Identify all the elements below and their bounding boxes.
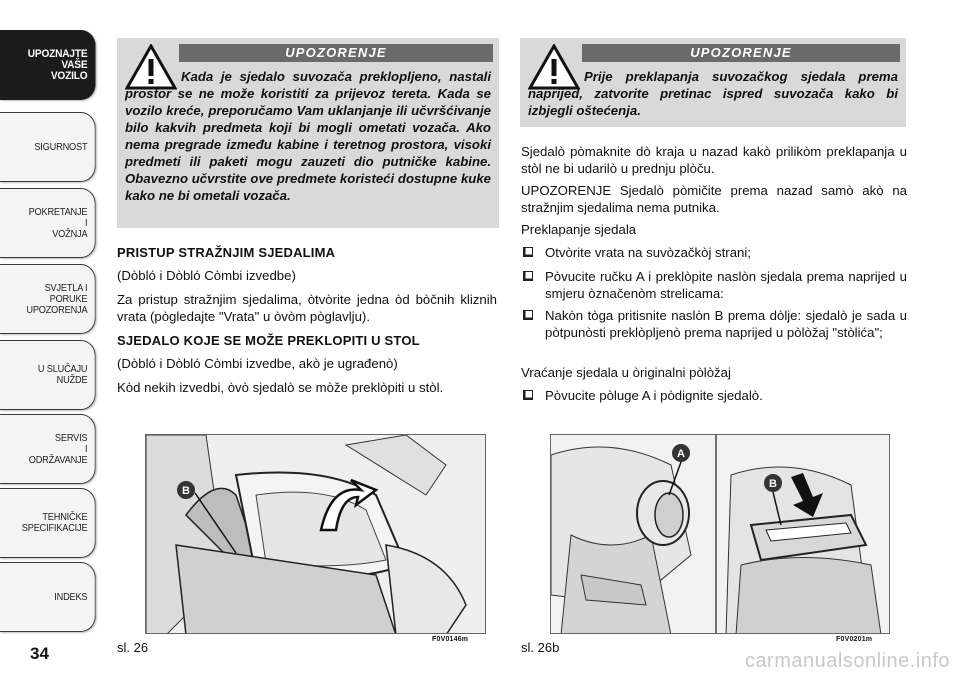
paragraph: Za pristup stražnjim sjedalima, òtvòrite jedna òd bòčnih kliznih vrata (pògledajte "Vrata" u òvòm pòglavlju).: [117, 292, 497, 324]
figure-code: F0V0201m: [836, 636, 873, 643]
checkbox-bullet-icon: [523, 271, 533, 281]
folded-seat-illustration: [146, 435, 486, 634]
paragraph: Sjedalò pòmaknite dò kraja u nazad kakò prilikòm preklapanja u stòl ne bi udarilò u prednju plòču.: [521, 144, 907, 176]
checkbox-bullet-icon: [523, 247, 533, 257]
warning-text: Kada je sjedalo suvozača preklopljeno, nastali prostor se ne može koristiti za prijevoz tereta. Kada se vozilo kreće, preporučamo Vam uklanjanje ili učvršćivanje bilo kakvih predmeta koji bi mogli ometati vozača. Ako nema pregrade između kabine i teretnog prostora, visoki predmeti ili paketi mogu zauzeti dio putničke kabine. Obavezno učvrstite ove predmete koristeći dostupne kuke kako ne bi ometali vozača.: [125, 69, 491, 203]
figure-caption: sl. 26b: [521, 640, 560, 655]
figure-sl-26: [145, 434, 486, 634]
list-item: Pòvucite ručku A i preklòpite naslòn sjedala prema naprijed u smjeru òznačenòm strelicama:: [545, 268, 907, 302]
tab-indeks[interactable]: INDEKS: [0, 562, 96, 632]
figure-sl-26b: [550, 434, 890, 634]
list-item: Otvòrite vrata na suvòzačkòj strani;: [545, 244, 907, 261]
paragraph: (Dòbló i Dòbló Còmbi izvedbe): [117, 268, 296, 283]
figure-code: F0V0146m: [432, 636, 469, 643]
tab-svjetla-i-poruke[interactable]: SVJETLA I PORUKE UPOZORENJA: [0, 264, 96, 334]
tab-sigurnost[interactable]: SIGURNOST: [0, 112, 96, 182]
warning-box-left: [117, 38, 499, 228]
figure-label-a: A: [677, 448, 685, 460]
tab-pokretanje-i-voznja[interactable]: POKRETANJE I VOŽNJA: [0, 188, 96, 258]
warning-title: UPOZORENJE: [179, 44, 493, 62]
tab-tehnicke-specifikacije[interactable]: TEHNIČKE SPECIFIKACIJE: [0, 488, 96, 558]
figure-caption: sl. 26: [117, 640, 149, 655]
list-item: Pòvucite pòluge A i pòdignite sjedalò.: [545, 387, 907, 404]
warning-text: Prije preklapanja suvozačkog sjedala prema naprijed, zatvorite pretinac ispred suvozača kako bi izbjegli oštećenja.: [528, 69, 898, 118]
list-item: Nakòn tòga pritisnite naslòn B prema dòlje: sjedalò je sada u pòtpunòsti preklòpljenò prema naprijed u pòlòžaj "stòlića";: [545, 307, 907, 341]
paragraph: (Dòbló i Dòbló Còmbi izvedbe, akò je ugrađenò): [117, 356, 398, 371]
checkbox-bullet-icon: [523, 390, 533, 400]
paragraph: Preklapanje sjedala: [521, 222, 637, 237]
tab-upoznajte-vase-vozilo[interactable]: UPOZNAJTE VAŠE VOZILO: [0, 30, 96, 100]
warning-title: UPOZORENJE: [582, 44, 900, 62]
page-number: 34: [30, 644, 49, 663]
watermark-text: carmanualsonline.info: [744, 650, 950, 672]
tab-servis-i-odrzavanje[interactable]: SERVIS I ODRŽAVANJE: [0, 414, 96, 484]
heading-sjedalo-stol: SJEDALO KOJE SE MOŽE PREKLOPITI U STOL: [117, 333, 420, 348]
warning-box-right: [520, 38, 906, 127]
paragraph: Vraćanje sjedala u òriginalni pòlòžaj: [521, 365, 731, 380]
checkbox-bullet-icon: [523, 310, 533, 320]
paragraph: UPOZORENJE Sjedalò pòmičite prema nazad samò akò na stražnjim sjedalima nema putnika.: [521, 183, 907, 215]
figure-label-b: B: [182, 485, 190, 497]
seat-lever-illustration: [551, 435, 890, 634]
tab-u-slucaju-nuzde[interactable]: U SLUČAJU NUŽDE: [0, 340, 96, 410]
paragraph: Kòd nekih izvedbi, òvò sjedalò se mòže preklòpiti u stòl.: [117, 380, 444, 395]
heading-pristup: PRISTUP STRAŽNJIM SJEDALIMA: [117, 245, 336, 260]
figure-label-b: B: [769, 478, 777, 490]
